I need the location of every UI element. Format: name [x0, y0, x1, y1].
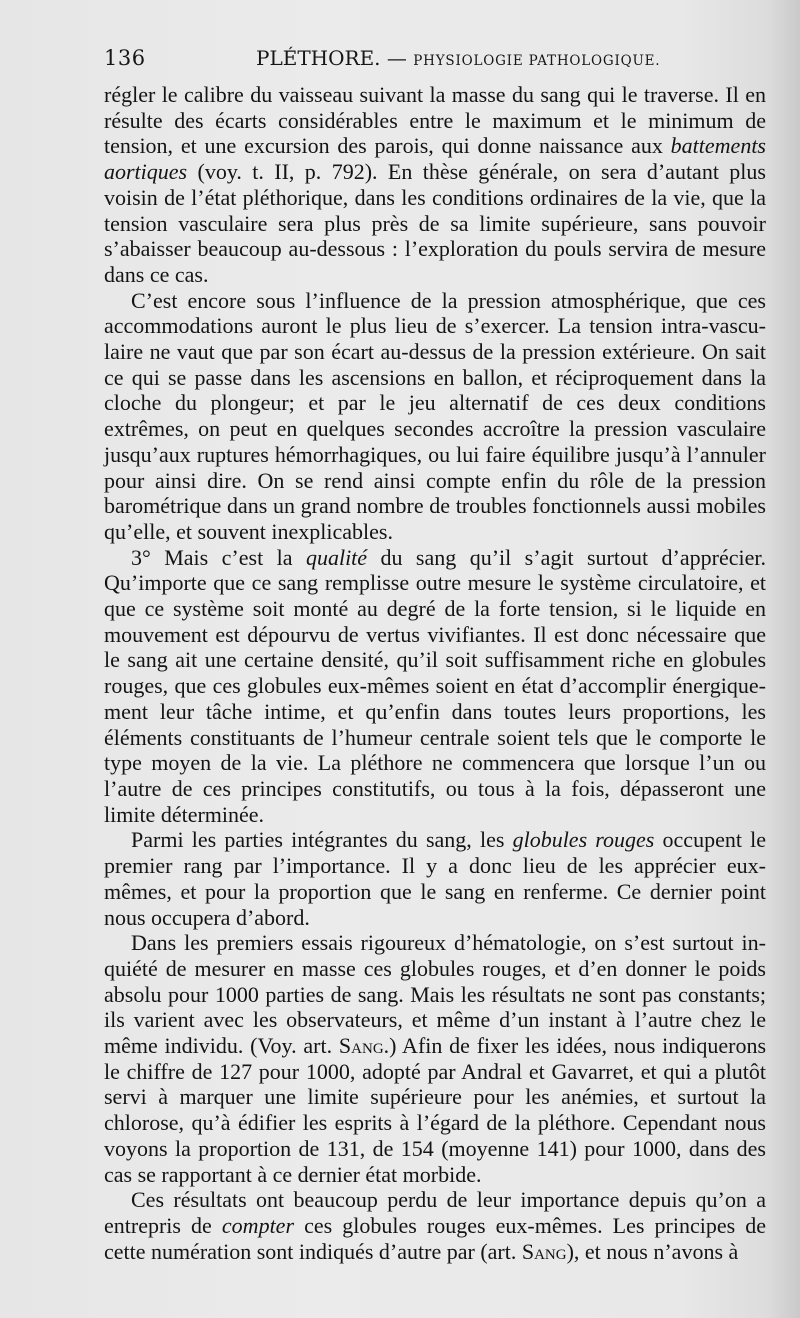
running-title — [256, 46, 660, 70]
paragraph-vascular-tension — [104, 82, 766, 288]
body-text — [104, 82, 766, 1264]
text-run: du sang qu’il s’agit surtout d’apprécier. Qu’importe que ce sang remplisse outre mesure le système circulatoire, et que ce système soit monté au degré de la forte tension, si le liquide en mouvement est dépourvu de vertus vivifiantes. Il est donc nécessaire que le sang ait une certaine densité, qu’il soit suffisamment riche en globules rouges, que ces globules eux-mêmes soient en état d’accomplir énergiquement leur tâche intime, et qu’enfin dans toutes leurs proportions, les éléments constituants de l’humeur centrale soient tels que le comporte le type moyen de la vie. La pléthore ne commencera que lorsque l’un ou l’autre de ces principes constitutifs, ou tous à la fois, dépasseront une limite déterminée. — [104, 544, 766, 827]
text-run: ces globules rouges eux-mêmes. Les principes de cette numération sont indiqués d’autre par (art. — [104, 1212, 767, 1264]
italic-term: qualité — [305, 544, 368, 570]
text-run: occupent le premier rang par l’importance. Il y a donc lieu de les apprécier eux-mêmes, et pour la proportion que le sang en renferme. Ce dernier point nous occupera d’abord. — [104, 827, 766, 930]
text-run: Ces résultats ont beaucoup perdu de leur importance depuis qu’on a entrepris de — [104, 1187, 766, 1238]
paragraph-counting — [104, 1187, 766, 1264]
text-run: régler le calibre du vaisseau suivant la masse du sang qui le traverse. Il en résulte des écarts considérables entre le maximum et le minimum de tension, et une excursion des parois, qui donne naissance aux — [104, 82, 766, 159]
italic-term: battements aortiques — [104, 133, 766, 185]
small-caps-reference: Sang — [338, 1033, 384, 1059]
italic-term: globules rouges — [512, 827, 655, 853]
small-caps-reference: Sang — [521, 1238, 567, 1264]
text-run: Dans les premiers essais rigoureux d’hématologie, on s’est surtout inquiété de mesurer en masse ces globules rouges, et d’en donner le poids absolu pour 1000 parties de sang. Mais les résultats ne sont pas constants; ils varient avec les observateurs, et même d’un instant à l’autre chez le même individu. (Voy. art. — [104, 930, 766, 1059]
text-run: 3° Mais c’est la — [131, 544, 306, 570]
running-title-subtitle: PHYSIOLOGIE PATHOLOGIQUE. — [413, 53, 661, 69]
italic-term: compter — [221, 1212, 295, 1238]
running-title-main: PLÉTHORE. — [256, 46, 381, 70]
paragraph-hematology — [104, 930, 766, 1187]
paragraph-blood-quality — [104, 545, 766, 828]
text-run: C’est encore sous l’influence de la pression atmosphérique, que ces accommodations auront le plus lieu de s’exercer. La tension intra-vasculaire ne vaut que par son écart au-dessus de la pression extérieure. On sait ce qui se passe dans les ascensions en ballon, et réciproquement dans la cloche du plongeur; et par le jeu alternatif de ces deux conditions extrêmes, on peut en quelques secondes accroître la pression vasculaire jusqu’aux ruptures hémorrhagiques, ou lui faire équilibre jusqu’à l’annuler pour ainsi dire. On se rend ainsi compte enfin du rôle de la pression barométrique dans un grand nombre de troubles fonctionnels aussi mobiles qu’elle, et souvent inexplicables. — [104, 287, 766, 544]
paragraph-atmospheric-pressure — [104, 288, 766, 545]
text-run: ), et nous n’avons à — [566, 1238, 739, 1264]
running-header — [104, 44, 766, 76]
text-run: (voy. t. II, p. 792). En thèse générale, on sera d’autant plus voisin de l’état pléthorique, dans les conditions ordinaires de la vie, que la tension vasculaire sera plus près de sa limite supérieure, sans pouvoir s’abaisser beaucoup au-dessous : l’exploration du pouls servira de mesure dans ce cas. — [104, 159, 766, 287]
paragraph-red-globules — [104, 827, 766, 930]
text-run: Parmi les parties intégrantes du sang, les — [131, 827, 513, 853]
text-run: .) Afin de fixer les idées, nous indiquerons le chiffre de 127 pour 1000, adopté par Andral et Gavarret, et qui a plutôt servi à marquer une limite supérieure pour les anémies, et surtout la chlorose, qu’à édifier les esprits à l’égard de la pléthore. Cependant nous voyons la proportion de 131, de 154 (moyenne 141) pour 1000, dans des cas se rapportant à ce dernier état morbide. — [104, 1033, 767, 1187]
page-number: 136 — [104, 46, 146, 70]
running-title-separator: — — [380, 46, 414, 70]
